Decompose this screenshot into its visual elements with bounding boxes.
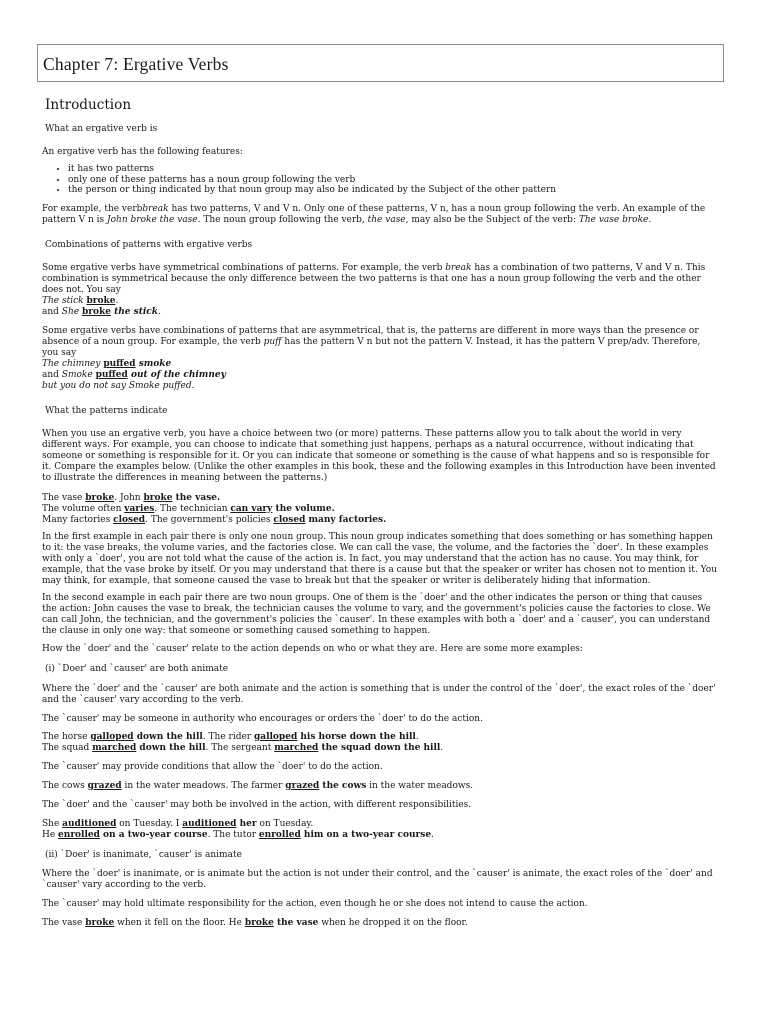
paragraph-inanimate: Where the `doer' is inanimate, or is animate but the action is not under their control, and the `causer' is animate, the exact roles of the `doer' and `causer' vary according to the verb. — [42, 868, 713, 890]
paragraph-responsibility: The `causer' may hold ultimate responsibility for the action, even though he or she does not intend to cause the action. — [42, 898, 588, 909]
example-line: The stick broke. — [42, 295, 119, 306]
section-heading-animate: (i) `Doer' and `causer' are both animate — [45, 663, 229, 674]
chapter-title-box — [37, 44, 724, 82]
example-line: She auditioned on Tuesday. I auditioned her on Tuesday. — [42, 818, 314, 829]
paragraph-animate: Where the `doer' and the `causer' are both animate and the action is something that is under the control of the `doer', the exact roles of the `doer' and the `causer' vary according to the verb. — [42, 683, 716, 705]
features-list — [42, 164, 718, 196]
paragraph-choice: When you use an ergative verb, you have a choice between two (or more) patterns. These patterns allow you to talk about the world in very different ways. For example, you can choose to indicate that something just happens, perhaps as a natural occurrence, without indicating that someone or something is responsible for it. Or you can indicate that someone or something is the cause of what happens and so is responsible for it. Compare the examples below. (Unlike the other examples in this book, these and the following examples in this Introduction have been invented to illustrate the differences in meaning between the patterns.) — [42, 428, 716, 483]
paragraph-asymmetrical: Some ergative verbs have combinations of patterns that are asymmetrical, that is, the patterns are different in more ways than the presence or absence of a noun group. For example, the verb puff has the pattern V n but not the pattern V. Instead, it has the pattern V prep/adv. Therefore, you say — [42, 325, 701, 358]
paragraph-involved: The `doer' and the `causer' may both be involved in the action, with different responsibilities. — [42, 799, 472, 810]
example-line: Many factories closed. The government's policies closed many factories. — [42, 514, 387, 525]
example-line: The horse galloped down the hill. The rider galloped his horse down the hill. — [42, 731, 419, 742]
section-heading-ergative: What an ergative verb is — [45, 124, 158, 134]
paragraph-conditions: The `causer' may provide conditions that allow the `doer' to do the action. — [42, 761, 383, 772]
list-item: • the person or thing indicated by that noun group may also be indicated by the Subject of the other pattern — [68, 185, 718, 196]
example-line: but you do not say Smoke puffed. — [42, 380, 195, 391]
example-line: The squad marched down the hill. The sergeant marched the squad down the hill. — [42, 742, 444, 753]
paragraph-authority: The `causer' may be someone in authority who encourages or orders the `doer' to do the action. — [42, 713, 483, 724]
section-heading-inanimate: (ii) `Doer' is inanimate, `causer' is animate — [45, 849, 242, 860]
paragraph-features-intro: An ergative verb has the following features: — [42, 147, 243, 157]
document-body — [42, 93, 718, 929]
paragraph-first-example: In the first example in each pair there is only one noun group. This noun group indicates something that does something or has something happen to it: the vase breaks, the volume varies, and the factories close. We can call the vase, the volume, and the factories the `doer'. In these examples with only a `doer', you are not told what the cause of the action is. In fact, you may understand that the action has no cause. You may think, for example, that the vase broke by itself. Or you may understand that there is a cause but that the speaker or writer has chosen not to mention it. You may think, for example, that someone caused the vase to break but that the speaker or writer is deliberately hiding that information. — [42, 531, 717, 586]
example-line: The chimney puffed smoke — [42, 358, 172, 369]
list-item: • only one of these patterns has a noun group following the verb — [68, 175, 718, 186]
section-heading-indicate: What the patterns indicate — [45, 405, 168, 416]
example-line: The volume often varies. The technician can vary the volume. — [42, 503, 335, 514]
chapter-title: Chapter 7: Ergative Verbs — [43, 54, 229, 74]
example-line: The vase broke when it fell on the floor. He broke the vase when he dropped it on the floor. — [42, 917, 468, 928]
paragraph-example-break: For example, the verbbreak has two patterns, V and V n. Only one of these patterns, V n, has a noun group following the verb. An example of the pattern V n is John broke the vase. The noun group following the verb, the vase, may also be the Subject of the verb: The vase broke. — [42, 203, 706, 225]
intro-heading: Introduction — [45, 97, 132, 113]
example-line: He enrolled on a two-year course. The tutor enrolled him on a two-year course. — [42, 829, 434, 840]
example-line: and She broke the stick. — [42, 306, 161, 317]
paragraph-symmetrical: Some ergative verbs have symmetrical combinations of patterns. For example, the verb break has a combination of two patterns, V and V n. This combination is symmetrical because the only difference between the two patterns is that one has a noun group following the verb and the other does not. You say — [42, 262, 706, 295]
example-line: The cows grazed in the water meadows. The farmer grazed the cows in the water meadows. — [42, 780, 474, 791]
paragraph-second-example: In the second example in each pair there are two noun groups. One of them is the `doer' and the other indicates the person or thing that causes the action: John causes the vase to break, the technician causes the volume to vary, and the government's policies cause the factories to close. We can call John, the technician, and the government's policies the `causer'. In these examples with both a `doer' and a `causer', you can understand the clause in only one way: that someone or something caused something to happen. — [42, 592, 711, 636]
paragraph-relate: How the `doer' and the `causer' relate to the action depends on who or what they are. Here are some more examples: — [42, 643, 583, 654]
section-heading-combinations: Combinations of patterns with ergative verbs — [45, 239, 253, 250]
list-item: • it has two patterns — [68, 164, 718, 175]
example-line: and Smoke puffed out of the chimney — [42, 369, 226, 380]
example-line: The vase broke. John broke the vase. — [42, 492, 221, 503]
